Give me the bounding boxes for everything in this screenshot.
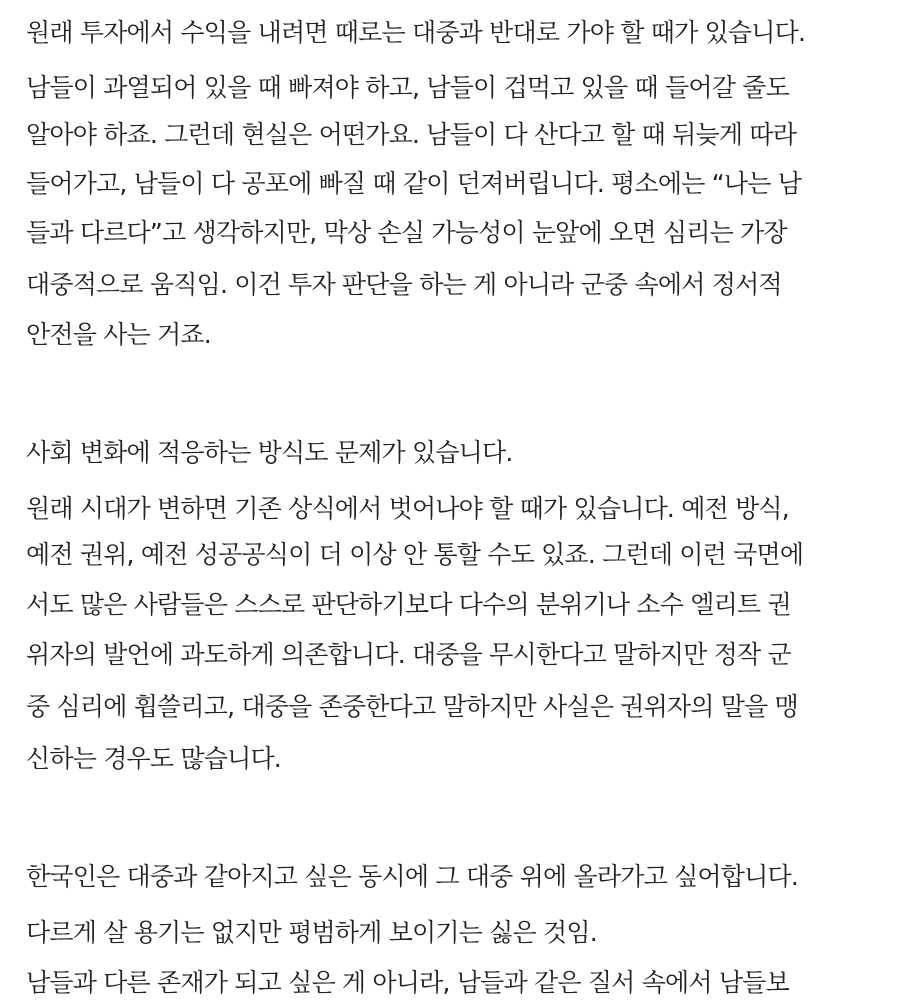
paragraph-1-line-4: 들어가고, 남들이 다 공포에 빠질 때 같이 던져버립니다. 평소에는 “나는 남 [26, 169, 802, 198]
paragraph-2-line-7: 신하는 경우도 많습니다. [26, 744, 281, 773]
paragraph-2-line-4: 서도 많은 사람들은 스스로 판단하기보다 다수의 분위기나 소수 엘리트 권 [26, 590, 791, 619]
paragraph-2-line-1: 사회 변화에 적응하는 방식도 문제가 있습니다. [26, 438, 513, 467]
paragraph-1-line-1: 원래 투자에서 수익을 내려면 때로는 대중과 반대로 가야 할 때가 있습니다. [26, 18, 806, 47]
paragraph-3-line-3: 남들과 다른 존재가 되고 싶은 게 아니라, 남들과 같은 질서 속에서 남들보 [26, 968, 789, 997]
paragraph-1-line-2: 남들이 과열되어 있을 때 빠져야 하고, 남들이 겁먹고 있을 때 들어갈 줄도 [26, 73, 789, 102]
paragraph-3-line-2: 다르게 살 용기는 없지만 평범하게 보이기는 싫은 것임. [26, 918, 597, 947]
paragraph-2-line-3: 예전 권위, 예전 성공공식이 더 이상 안 통할 수도 있죠. 그런데 이런 국면에 [26, 540, 804, 569]
paragraph-2-line-5: 위자의 발언에 과도하게 의존합니다. 대중을 무시한다고 말하지만 정작 군 [26, 640, 791, 669]
paragraph-1-line-5: 들과 다르다”고 생각하지만, 막상 손실 가능성이 눈앞에 오면 심리는 가장 [26, 218, 787, 247]
paragraph-3-line-1: 한국인은 대중과 같아지고 싶은 동시에 그 대중 위에 올라가고 싶어합니다. [26, 862, 798, 891]
paragraph-2-line-2: 원래 시대가 변하면 기존 상식에서 벗어나야 할 때가 있습니다. 예전 방식, [26, 494, 789, 523]
paragraph-1-line-3: 알아야 하죠. 그런데 현실은 어떤가요. 남들이 다 산다고 할 때 뒤늦게 따라 [26, 120, 797, 149]
paragraph-1-line-7: 안전을 사는 거죠. [26, 320, 211, 349]
paragraph-1-line-6: 대중적으로 움직임. 이건 투자 판단을 하는 게 아니라 군중 속에서 정서적 [26, 270, 782, 299]
paragraph-2-line-6: 중 심리에 휩쓸리고, 대중을 존중한다고 말하지만 사실은 권위자의 말을 맹 [26, 692, 798, 721]
